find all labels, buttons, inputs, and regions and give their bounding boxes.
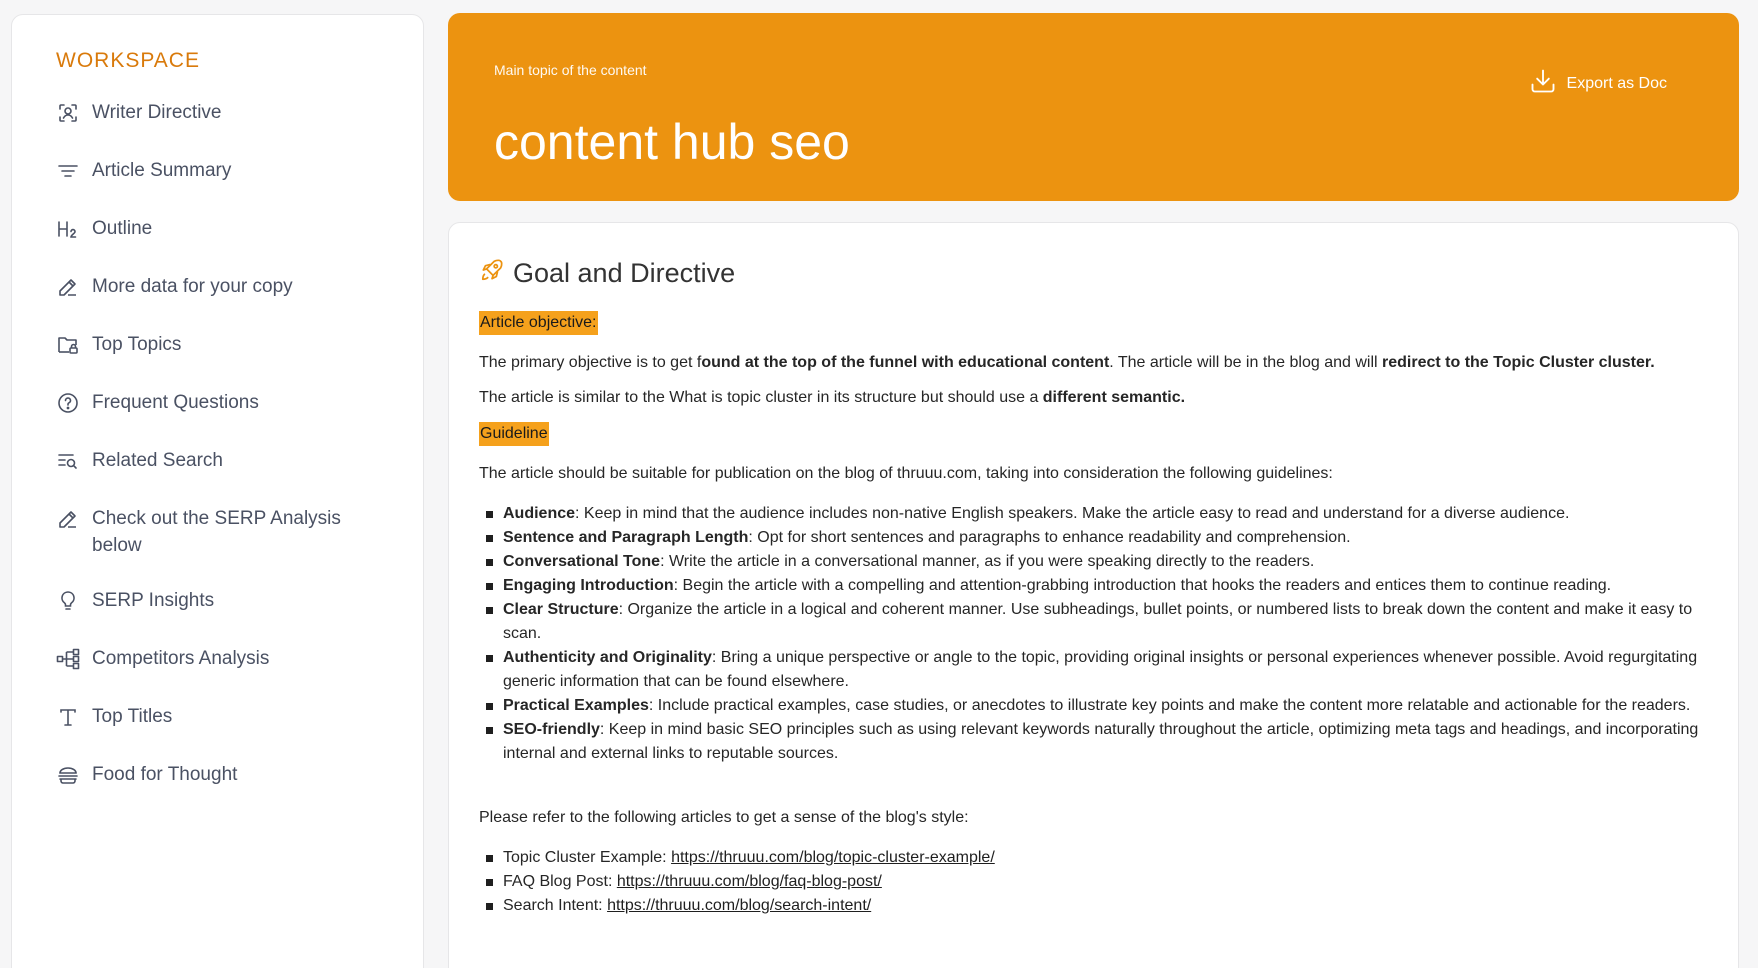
guideline-text: : Bring a unique perspective or angle to the topic, providing original insights or personal experiences whenever possible. Avoid regurgitating generic information that can be found elsewhere.	[503, 649, 1698, 690]
reference-link[interactable]: https://thruuu.com/blog/faq-blog-post/	[616, 873, 882, 890]
list-item	[479, 846, 1708, 870]
reference-link[interactable]: https://thruuu.com/blog/search-intent/	[607, 897, 872, 914]
folder-lock-icon	[56, 333, 80, 357]
list-item	[479, 694, 1708, 718]
guideline-text: : Include practical examples, case studies, or anecdotes to illustrate key points and make the content more relatable and actionable for the readers.	[648, 697, 1691, 714]
sidebar-item-label: Frequent Questions	[92, 392, 259, 413]
guideline-term: Engaging Introduction	[503, 577, 674, 594]
download-icon	[1529, 67, 1567, 100]
guideline-term: Audience	[503, 505, 576, 522]
sidebar	[11, 14, 424, 968]
h2-icon	[56, 217, 80, 241]
guideline-term: Clear Structure	[503, 601, 619, 618]
section-heading	[479, 253, 1708, 293]
list-item	[479, 598, 1708, 646]
sidebar-item-serp-analysis[interactable]	[56, 505, 423, 587]
list-item	[479, 894, 1708, 918]
sidebar-item-label: Food for Thought	[92, 764, 238, 785]
sidebar-item-label: Top Topics	[92, 334, 182, 355]
sidebar-item-label: SERP Insights	[92, 590, 215, 611]
list-item	[479, 550, 1708, 574]
sidebar-item-label: More data for your copy	[92, 276, 293, 297]
topic-header	[448, 13, 1739, 201]
hierarchy-icon	[56, 647, 80, 671]
list-item	[479, 526, 1708, 550]
sidebar-item-serp-insights[interactable]	[56, 587, 423, 645]
sidebar-item-related-search[interactable]	[56, 447, 423, 505]
lightbulb-icon	[56, 589, 80, 613]
text-run: The primary objective is to get f	[479, 354, 702, 371]
sidebar-item-label: Competitors Analysis	[92, 648, 270, 669]
guideline-text: : Opt for short sentences and paragraphs to enhance readability and comprehension.	[748, 529, 1351, 546]
guideline-text: : Write the article in a conversational manner, as if you were speaking directly to the readers.	[660, 553, 1315, 570]
reference-list	[479, 846, 1708, 918]
sidebar-item-label: Related Search	[92, 450, 223, 471]
list-item	[479, 718, 1708, 766]
guideline-label: Guideline	[479, 422, 549, 446]
guideline-text: : Organize the article in a logical and coherent manner. Use subheadings, bullet points, or numbered lists to break down the content and make it easy to scan.	[503, 601, 1693, 642]
sidebar-item-top-titles[interactable]	[56, 703, 423, 761]
reference-label: Topic Cluster Example:	[503, 849, 672, 866]
guideline-term: Conversational Tone	[503, 553, 661, 570]
sidebar-item-label: Top Titles	[92, 706, 173, 727]
list-item	[479, 646, 1708, 694]
text-t-icon	[56, 705, 80, 729]
sidebar-item-outline[interactable]	[56, 215, 423, 273]
text-run-bold: different semantic.	[1042, 389, 1186, 406]
burger-icon	[56, 763, 80, 787]
objective-paragraph-1	[479, 351, 1708, 375]
reference-label: Search Intent:	[503, 897, 608, 914]
text-run-bold: ound at the top of the funnel with educational content	[701, 354, 1110, 371]
reference-link[interactable]: https://thruuu.com/blog/topic-cluster-example/	[671, 849, 995, 866]
user-scan-icon	[56, 101, 80, 125]
text-run: The article is similar to the What is topic cluster in its structure but should use a	[479, 389, 1043, 406]
guideline-term: Authenticity and Originality	[503, 649, 712, 666]
sidebar-item-label: Outline	[92, 218, 153, 239]
guideline-text: : Keep in mind that the audience includes non-native English speakers. Make the article easy to read and understand for a diverse audience.	[575, 505, 1570, 522]
reference-label: FAQ Blog Post:	[503, 873, 617, 890]
pencil-icon	[56, 275, 80, 299]
guideline-term: SEO-friendly	[503, 721, 600, 738]
guideline-term: Practical Examples	[503, 697, 649, 714]
guideline-intro: The article should be suitable for publication on the blog of thruuu.com, taking into consideration the following guidelines:	[479, 465, 1333, 482]
list-item	[479, 870, 1708, 894]
filter-lines-icon	[56, 159, 80, 183]
article-objective-label: Article objective:	[479, 311, 598, 335]
topic-subtitle: Main topic of the content	[494, 62, 647, 78]
page-title: content hub seo	[494, 114, 850, 170]
section-heading-text: Goal and Directive	[513, 257, 736, 288]
sidebar-item-article-summary[interactable]	[56, 157, 423, 215]
sidebar-item-label: Check out the SERP Analysis below	[92, 508, 341, 556]
sidebar-item-label: Writer Directive	[92, 102, 222, 123]
workspace-title: WORKSPACE	[56, 49, 200, 72]
sidebar-item-label: Article Summary	[92, 160, 232, 181]
sidebar-item-writer-directive[interactable]	[56, 99, 423, 157]
guideline-text: : Begin the article with a compelling and attention-grabbing introduction that hooks the readers and entices them to continue reading.	[673, 577, 1612, 594]
sidebar-item-competitors-analysis[interactable]	[56, 645, 423, 703]
guideline-text: : Keep in mind basic SEO principles such as using relevant keywords naturally throughout the article, optimizing meta tags and headings, and incorporating internal and external links to reputable sources.	[503, 721, 1699, 762]
export-doc-button[interactable]	[1529, 67, 1667, 100]
sidebar-item-food-for-thought[interactable]	[56, 761, 423, 819]
sidebar-item-frequent-questions[interactable]	[56, 389, 423, 447]
refer-intro: Please refer to the following articles to get a sense of the blog's style:	[479, 809, 969, 826]
rocket-icon	[479, 257, 513, 290]
sidebar-item-more-data[interactable]	[56, 273, 423, 331]
text-run: . The article will be in the blog and will	[1109, 354, 1383, 371]
guideline-term: Sentence and Paragraph Length	[503, 529, 749, 546]
export-label: Export as Doc	[1566, 74, 1667, 92]
guideline-list	[479, 502, 1708, 766]
objective-paragraph-2	[479, 386, 1708, 410]
pencil-icon	[56, 507, 80, 531]
list-item	[479, 502, 1708, 526]
search-list-icon	[56, 449, 80, 473]
text-run-bold: redirect to the Topic Cluster cluster.	[1382, 354, 1655, 371]
list-item	[479, 574, 1708, 598]
goal-directive-card	[448, 222, 1739, 968]
question-circle-icon	[56, 391, 80, 415]
sidebar-item-top-topics[interactable]	[56, 331, 423, 389]
